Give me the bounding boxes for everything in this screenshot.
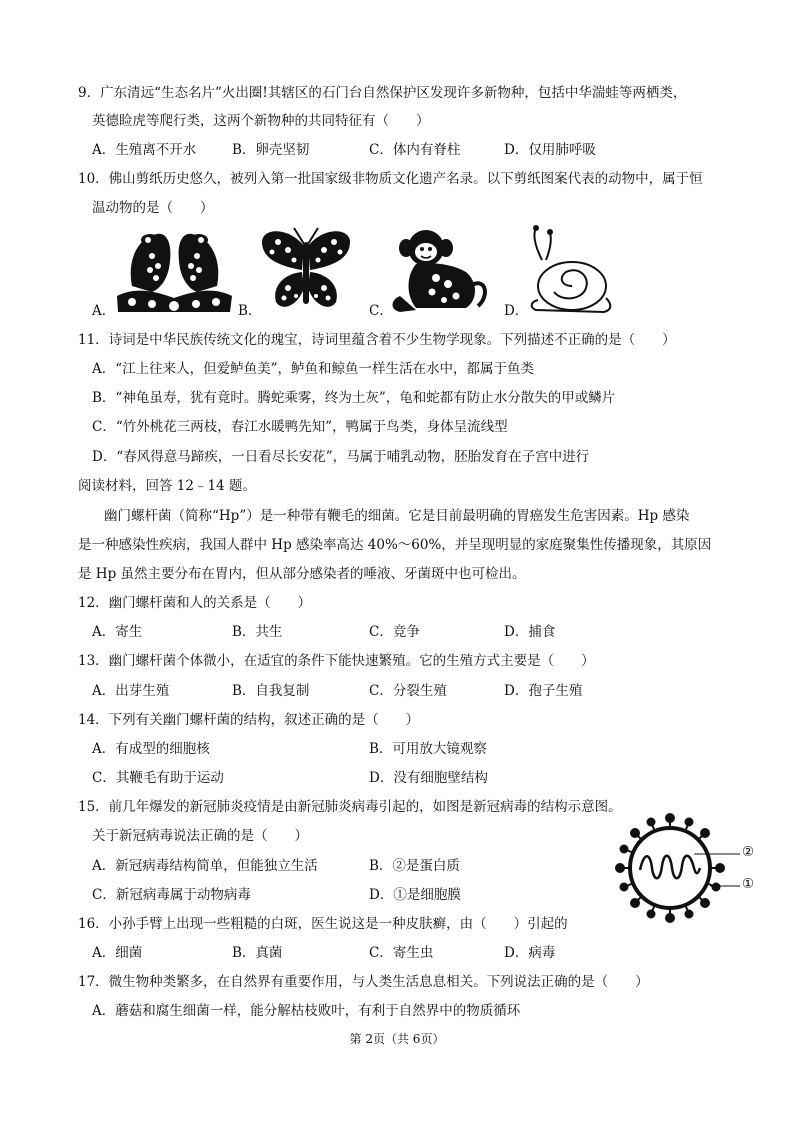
q10-stem-line2: 温动物的是（ ） bbox=[92, 200, 214, 216]
virus-envelope bbox=[630, 828, 710, 908]
fish-papercut-image bbox=[112, 226, 237, 316]
reading-para-line2: 是一种感染性疾病，我国人群中 Hp 感染率高达 40%～60%，并呈现明显的家庭聚集性传播现象，其原因 bbox=[78, 537, 712, 553]
q12-option-b: B．共生 bbox=[232, 624, 283, 640]
q12-option-a: A．寄生 bbox=[92, 624, 143, 640]
reading-para-line3: 是 Hp 虽然主要分布在胃内，但从部分感染者的唾液、牙菌斑中也可检出。 bbox=[78, 566, 526, 582]
q15-stem-line1: 15．前几年爆发的新冠肺炎疫情是由新冠肺炎病毒引起的，如图是新冠病毒的结构示意图。 bbox=[78, 799, 622, 815]
q10-option-d: D． bbox=[504, 303, 529, 319]
q10-stem-line1: 10．佛山剪纸历史悠久，被列入第一批国家级非物质文化遗产名录。以下剪纸图案代表的动物中，属于恒 bbox=[78, 171, 703, 187]
q16-option-b: B．真菌 bbox=[232, 945, 283, 961]
q17-option-a: A．蘑菇和腐生细菌一样，能分解枯枝败叶，有利于自然界中的物质循环 bbox=[92, 1003, 521, 1019]
q14-option-c: C．其鞭毛有助于运动 bbox=[92, 770, 224, 786]
q9-stem-line1: 9．广东清远“生态名片”火出圈!其辖区的石门台自然保护区发现许多新物种，包括中华湍蛙等两栖类， bbox=[78, 85, 687, 101]
q11-stem: 11．诗词是中华民族传统文化的瑰宝，诗词里蕴含着不少生物学现象。下列描述不正确的是（ ） bbox=[78, 332, 676, 348]
q14-option-a: A．有成型的细胞核 bbox=[92, 741, 210, 757]
q17-stem: 17．微生物种类繁多，在自然界有重要作用，与人类生活息息相关。下列说法正确的是（ ） bbox=[78, 974, 649, 990]
q13-option-b: B．自我复制 bbox=[232, 683, 310, 699]
q13-option-a: A．出芽生殖 bbox=[92, 683, 170, 699]
snail-papercut-image bbox=[522, 224, 618, 316]
q15-stem-line2: 关于新冠病毒说法正确的是（ ） bbox=[92, 828, 308, 844]
q11-option-a: A．“江上往来人，但爱鲈鱼美”，鲈鱼和鲸鱼一样生活在水中，都属于鱼类 bbox=[92, 361, 535, 377]
reading-intro: 阅读材料，回答 12﹣14 题。 bbox=[78, 478, 256, 494]
q9-option-a: A．生殖离不开水 bbox=[92, 142, 197, 158]
q15-option-d: D．①是细胞膜 bbox=[369, 887, 461, 903]
virus-structure-diagram bbox=[614, 812, 764, 924]
q15-option-b: B．②是蛋白质 bbox=[369, 858, 460, 874]
q10-option-c: C． bbox=[369, 303, 393, 319]
butterfly-papercut-image bbox=[258, 226, 354, 314]
q15-option-a: A．新冠病毒结构简单，但能独立生活 bbox=[92, 858, 318, 874]
q9-option-d: D．仅用肺呼吸 bbox=[504, 142, 596, 158]
reading-para-line1: 幽门螺杆菌（简称“Hp”）是一种带有鞭毛的细菌。它是目前最明确的胃癌发生危害因素。Hp 感染 bbox=[104, 508, 690, 524]
q9-option-c: C．体内有脊柱 bbox=[369, 142, 461, 158]
monkey-papercut-image bbox=[386, 226, 492, 316]
q9-option-b: B．卵壳坚韧 bbox=[232, 142, 310, 158]
q16-option-c: C．寄生虫 bbox=[369, 945, 434, 961]
virus-label-1: ① bbox=[742, 876, 755, 892]
q12-stem: 12．幽门螺杆菌和人的关系是（ ） bbox=[78, 595, 312, 611]
q13-stem: 13．幽门螺杆菌个体微小，在适宜的条件下能快速繁殖。它的生殖方式主要是（ ） bbox=[78, 653, 595, 669]
q10-option-b: B． bbox=[238, 303, 262, 319]
q9-stem-line2: 英德睑虎等爬行类，这两个新物种的共同特征有（ ） bbox=[92, 113, 430, 129]
q13-option-c: C．分裂生殖 bbox=[369, 683, 447, 699]
q13-option-d: D．孢子生殖 bbox=[504, 683, 583, 699]
q12-option-c: C．竞争 bbox=[369, 624, 420, 640]
q11-option-d: D．“春风得意马蹄疾，一日看尽长安花”，马属于哺乳动物，胚胎发育在子宫中进行 bbox=[92, 449, 590, 465]
q15-option-c: C．新冠病毒属于动物病毒 bbox=[92, 887, 251, 903]
q11-option-b: B．“神龟虽寿，犹有竟时。腾蛇乘雾，终为土灰”，龟和蛇都有防止水分散失的甲或鳞片 bbox=[92, 390, 616, 406]
virus-label-2: ② bbox=[742, 844, 755, 860]
q16-option-d: D．病毒 bbox=[504, 945, 556, 961]
q14-option-b: B．可用放大镜观察 bbox=[369, 741, 487, 757]
q14-stem: 14．下列有关幽门螺杆菌的结构，叙述正确的是（ ） bbox=[78, 712, 420, 728]
q14-option-d: D．没有细胞壁结构 bbox=[369, 770, 488, 786]
q16-stem: 16．小孙手臂上出现一些粗糙的白斑，医生说这是一种皮肤癣，由（ ）引起的 bbox=[78, 916, 568, 932]
q12-option-d: D．捕食 bbox=[504, 624, 556, 640]
q11-option-c: C．“竹外桃花三两枝，春江水暖鸭先知”，鸭属于鸟类，身体呈流线型 bbox=[92, 419, 508, 435]
page-footer: 第 2页（共 6页） bbox=[349, 1032, 445, 1046]
q10-option-a: A． bbox=[92, 303, 116, 319]
q16-option-a: A．细菌 bbox=[92, 945, 143, 961]
